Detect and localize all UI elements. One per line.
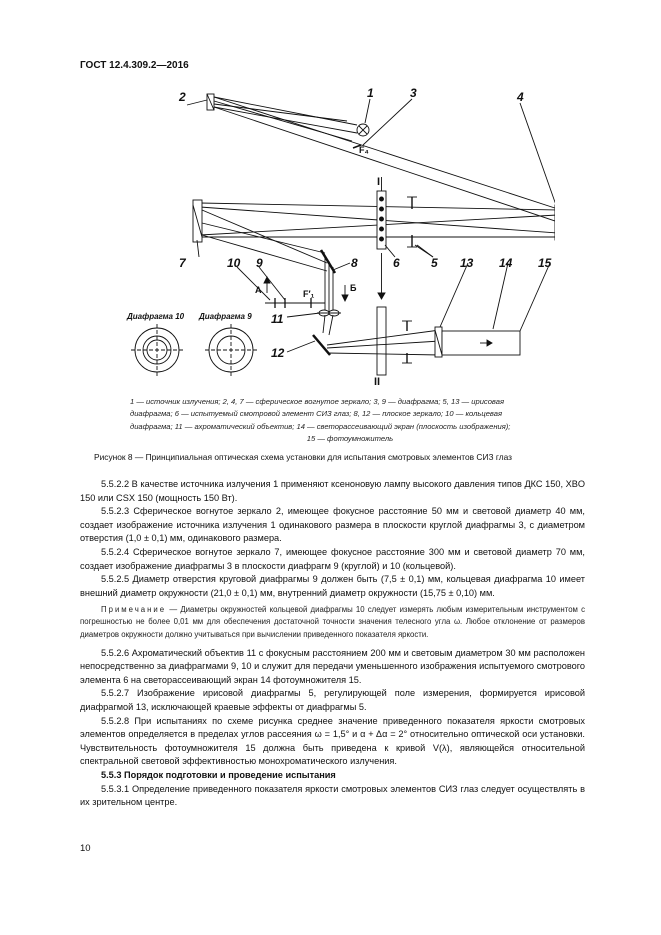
paragraph-5-5-2-6: 5.5.2.6 Ахроматический объектив 11 с фокусным расстоянием 200 мм и световым диаметром 30 мм расположен непосредственно за диафрагмами 9, 10 и служит для передачи уменьшенного изображения испытуемого смотрового элемента 6 на светорассеивающий экран 14 фотоумножителя 15.	[80, 647, 585, 685]
section-heading-5-5-3: 5.5.3 Порядок подготовки и проведение испытания	[101, 769, 336, 780]
label-9: 9	[256, 256, 263, 270]
label-11: 11	[271, 312, 284, 326]
document-header: ГОСТ 12.4.309.2—2016	[80, 60, 189, 71]
mirror-7	[193, 200, 202, 242]
document-body	[80, 478, 585, 810]
page-number: 10	[80, 843, 91, 854]
figure-caption: Рисунок 8 — Принципиальная оптическая схема установки для испытания смотровых элементов СИЗ глаз	[94, 452, 513, 462]
figure-legend	[130, 396, 570, 445]
label-10: 10	[227, 256, 241, 270]
iris-diaphragm-5	[407, 197, 433, 257]
photomultiplier-15	[442, 331, 520, 355]
label-6: 6	[393, 256, 400, 270]
optical-scheme-figure	[115, 85, 555, 395]
legend-line: 1 — источник излучения; 2, 4, 7 — сферическое вогнутое зеркало; 3, 9 — диафрагма; 5, 13 — ирисовая	[130, 397, 505, 406]
test-element-6	[377, 177, 386, 299]
paragraph-5-5-2-8: 5.5.2.8 При испытаниях по схеме рисунка среднее значение приведенного показателя яркости смотровых элементов определяется в пределах углов рассеяния ω = 1,5° и α + Δα = 2° относительно оптической оси установки. Чувствительность фотоумножителя 15 должна быть приведена к кривой V(λ), являющейся относительной спектральной световой эффективностью монохроматического излучения.	[80, 715, 585, 767]
label-14: 14	[499, 256, 513, 270]
label-8: 8	[351, 256, 358, 270]
radiation-source-1	[357, 124, 369, 136]
label-5: 5	[431, 256, 438, 270]
paragraph-5-5-2-7: 5.5.2.7 Изображение ирисовой диафрагмы 5, регулирующей поле измерения, формируется ирисовой диафрагмой 13, исключающей краевые эффекты от диафрагмы 5.	[80, 688, 585, 712]
paragraph-5-5-2-3: 5.5.2.3 Сферическое вогнутое зеркало 2, имеющее фокусное расстояние 50 мм и световой диаметр 40 мм, создает изображение источника излучения 1 одинакового размера в плоскости круглой диафрагмы 3, с диаметром отверстия (1,0 ± 0,1) мм, одинакового размера.	[80, 506, 585, 544]
diaphragm-10-drawing	[131, 324, 183, 376]
label-4: 4	[517, 90, 524, 104]
label-roman-1: I	[377, 176, 381, 188]
diaphragm-10-title: Диафрагма 10	[127, 312, 185, 321]
label-7: 7	[179, 256, 186, 270]
mirror-2	[207, 94, 214, 110]
paragraph-5-5-3-1: 5.5.3.1 Определение приведенного показателя яркости смотровых элементов СИЗ глаз следует осуществлять в их зрительном центре.	[80, 783, 585, 808]
note-text: — Диаметры окружностей кольцевой диафрагмы 10 следует измерять любым измерительным инструментом с погрешностью не более 0,01 мм для обеспечения достаточной точности значения телесного угла ω. Любое отклонение от размеров диаметров окружности должно учитываться при вычислении приведенного показателя яркости.	[80, 605, 585, 639]
label-12: 12	[271, 346, 285, 360]
legend-line: диафрагма; 11 — ахроматический объектив; 14 — светорассеивающий экран (плоскость изображения);	[130, 421, 511, 431]
legend-line: 15 — фотоумножитель	[306, 433, 394, 443]
legend-line: диафрагма; 6 — испытуемый смотровой элемент СИЗ глаз; 8, 12 — плоское зеркало; 10 — кольцевая	[130, 409, 503, 419]
scattering-screen-14	[435, 327, 442, 357]
label-roman-2: II	[374, 376, 381, 388]
note	[80, 604, 585, 640]
note-label: Примечание	[101, 605, 167, 615]
paragraph-5-5-2-4: 5.5.2.4 Сферическое вогнутое зеркало 7, имеющее фокусное расстояние 300 мм и световой диаметр 70 мм, создает изображение диафрагмы 3 в плоскости диафрагм 9 (круглой) и 10 (кольцевой).	[80, 546, 585, 571]
label-f4: F₄	[359, 145, 369, 155]
label-b: Б	[350, 283, 357, 293]
iris-diaphragm-13	[402, 321, 412, 363]
label-f1-prime: F′₁	[303, 289, 315, 299]
label-3: 3	[410, 86, 417, 100]
paragraph-5-5-2-2: 5.5.2.2 В качестве источника излучения 1 применяют ксеноновую лампу высокого давления типов ДКС 150, XBO 150 или CSX 150 (мощность 150 Вт).	[80, 479, 585, 503]
label-13: 13	[460, 256, 474, 270]
label-1: 1	[367, 86, 374, 100]
label-2: 2	[179, 90, 186, 104]
paragraph-5-5-2-5: 5.5.2.5 Диаметр отверстия круговой диафрагмы 9 должен быть (7,5 ± 0,1) мм, кольцевая диафрагма 10 имеет внешний диаметр окружности (21,0 ± 0,1) мм, внутренний диаметр окружности (15,75 ± 0,10) мм.	[80, 574, 585, 598]
diaphragm-9-title: Диафрагма 9	[199, 312, 252, 321]
diaphragm-9-drawing	[205, 324, 257, 376]
label-a: А	[255, 285, 262, 295]
label-15: 15	[538, 256, 552, 270]
